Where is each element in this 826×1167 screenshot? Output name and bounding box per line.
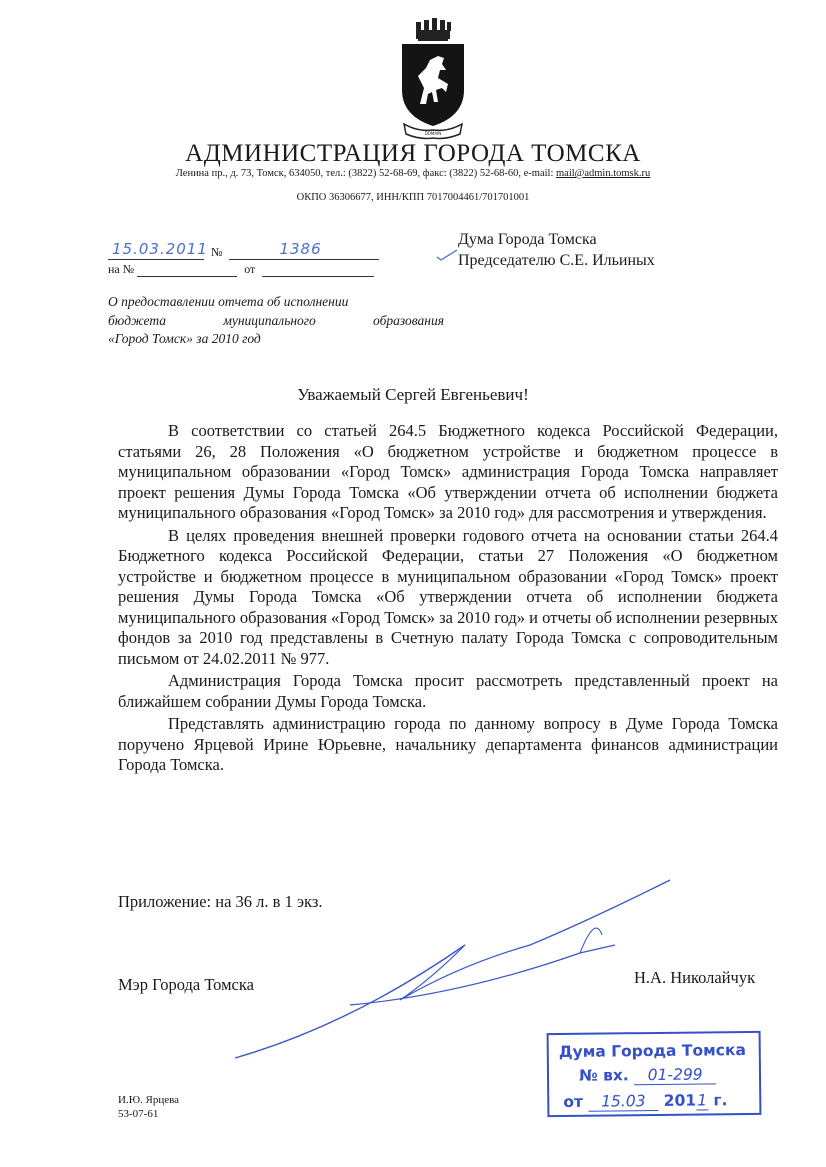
body-paragraph-3: Администрация Города Томска просит рассмотреть представленный проект на ближайшем собрании Думы Города Томска. xyxy=(118,671,778,711)
executor-name: И.Ю. Ярцева xyxy=(118,1094,180,1106)
outgoing-registration xyxy=(108,240,379,260)
addressee-organization: Дума Города Томска xyxy=(458,231,597,248)
signatory-name: Н.А. Николайчук xyxy=(634,968,756,987)
stamp-incoming-number xyxy=(579,1065,716,1085)
greeting: Уважаемый Сергей Евгеньевич! xyxy=(297,385,529,404)
body-paragraph-2: В целях проведения внешней проверки годового отчета на основании статьи 264.4 Бюджетного кодекса Российской Федерации, статьи 27 Положения «О бюджетном устройстве и бюджетном процессе в муниципальном образовании «Город Томск» проект решения Думы Города Томска «Об утверждении отчета об исполнении бюджета муниципального образования «Город Томск» за 2010 год» и отчеты об исполнении резервных фондов за 2010 год представлены в Счетную палату Города Томска с сопроводительным письмом от 24.02.2011 № 977. xyxy=(118,525,778,668)
reference-date-field xyxy=(262,264,374,277)
stamp-in-number: 01-299 xyxy=(634,1065,716,1085)
reference-registration xyxy=(108,262,374,277)
reference-number-field xyxy=(137,264,237,277)
reference-from-label: от xyxy=(244,262,256,276)
letter-subject xyxy=(108,293,444,349)
outgoing-number-field xyxy=(229,240,379,260)
executor-phone: 53-07-61 xyxy=(118,1108,159,1120)
stamp-date xyxy=(563,1091,727,1112)
crest-motto: DOMAIN xyxy=(424,131,442,136)
stamp-date-prefix: от xyxy=(563,1092,584,1111)
outgoing-number: 1386 xyxy=(279,240,322,258)
stamp-year-handwritten: 1 xyxy=(697,1091,708,1110)
check-mark-icon xyxy=(436,248,458,267)
stamp-date-value: 15.03 xyxy=(588,1092,658,1112)
reference-label: на № xyxy=(108,262,135,276)
addressee-person: Председателю С.Е. Ильиных xyxy=(458,252,655,269)
attachment-note: Приложение: на 36 л. в 1 экз. xyxy=(118,892,323,911)
executor-info xyxy=(118,1093,179,1121)
addressee xyxy=(458,229,655,271)
subject-line-3: «Город Томск» за 2010 год xyxy=(108,331,261,346)
stamp-organization: Дума Города Томска xyxy=(558,1041,746,1061)
stamp-year-printed: 201 xyxy=(663,1091,697,1110)
organization-address xyxy=(0,168,826,179)
email-link[interactable]: mail@admin.tomsk.ru xyxy=(556,168,651,179)
city-coat-of-arms xyxy=(398,18,468,142)
outgoing-date-field xyxy=(108,240,208,260)
subject-line-1: О предоставлении отчета об исполнении xyxy=(108,294,349,309)
outgoing-date: 15.03.2011 xyxy=(112,240,208,258)
organization-title: АДМИНИСТРАЦИЯ ГОРОДА ТОМСКА xyxy=(185,140,641,167)
organization-codes: ОКПО 36306677, ИНН/КПП 7017004461/701701001 xyxy=(296,192,530,203)
signatory-title: Мэр Города Томска xyxy=(118,975,254,994)
letter-body xyxy=(118,421,778,776)
body-paragraph-4: Представлять администрацию города по данному вопросу в Думе Города Томска поручено Ярцевой Ирине Юрьевне, начальнику департамента финансов администрации Города Томска. xyxy=(118,714,778,774)
body-paragraph-1: В соответствии со статьей 264.5 Бюджетного кодекса Российской Федерации, статьями 26, 28 Положения «О бюджетном устройстве и бюджетном процессе в муниципальном образовании «Город Томск» администрация Города Томска направляет проект решения Думы Города Томска «Об утверждении отчета об исполнении бюджета муниципального образования «Город Томск» за 2010 год» для рассмотрения и утверждения. xyxy=(118,421,778,522)
stamp-in-label: № вх. xyxy=(578,1066,629,1085)
incoming-registration-stamp xyxy=(547,1031,762,1117)
number-label: № xyxy=(211,245,223,259)
stamp-year-suffix: г. xyxy=(713,1091,728,1110)
address-text: Ленина пр., д. 73, Томск, 634050, тел.: (3822) 52-68-69, факс: (3822) 52-68-60, e-mail: xyxy=(175,168,557,179)
subject-line-2: бюджета муниципального образования xyxy=(108,312,444,328)
